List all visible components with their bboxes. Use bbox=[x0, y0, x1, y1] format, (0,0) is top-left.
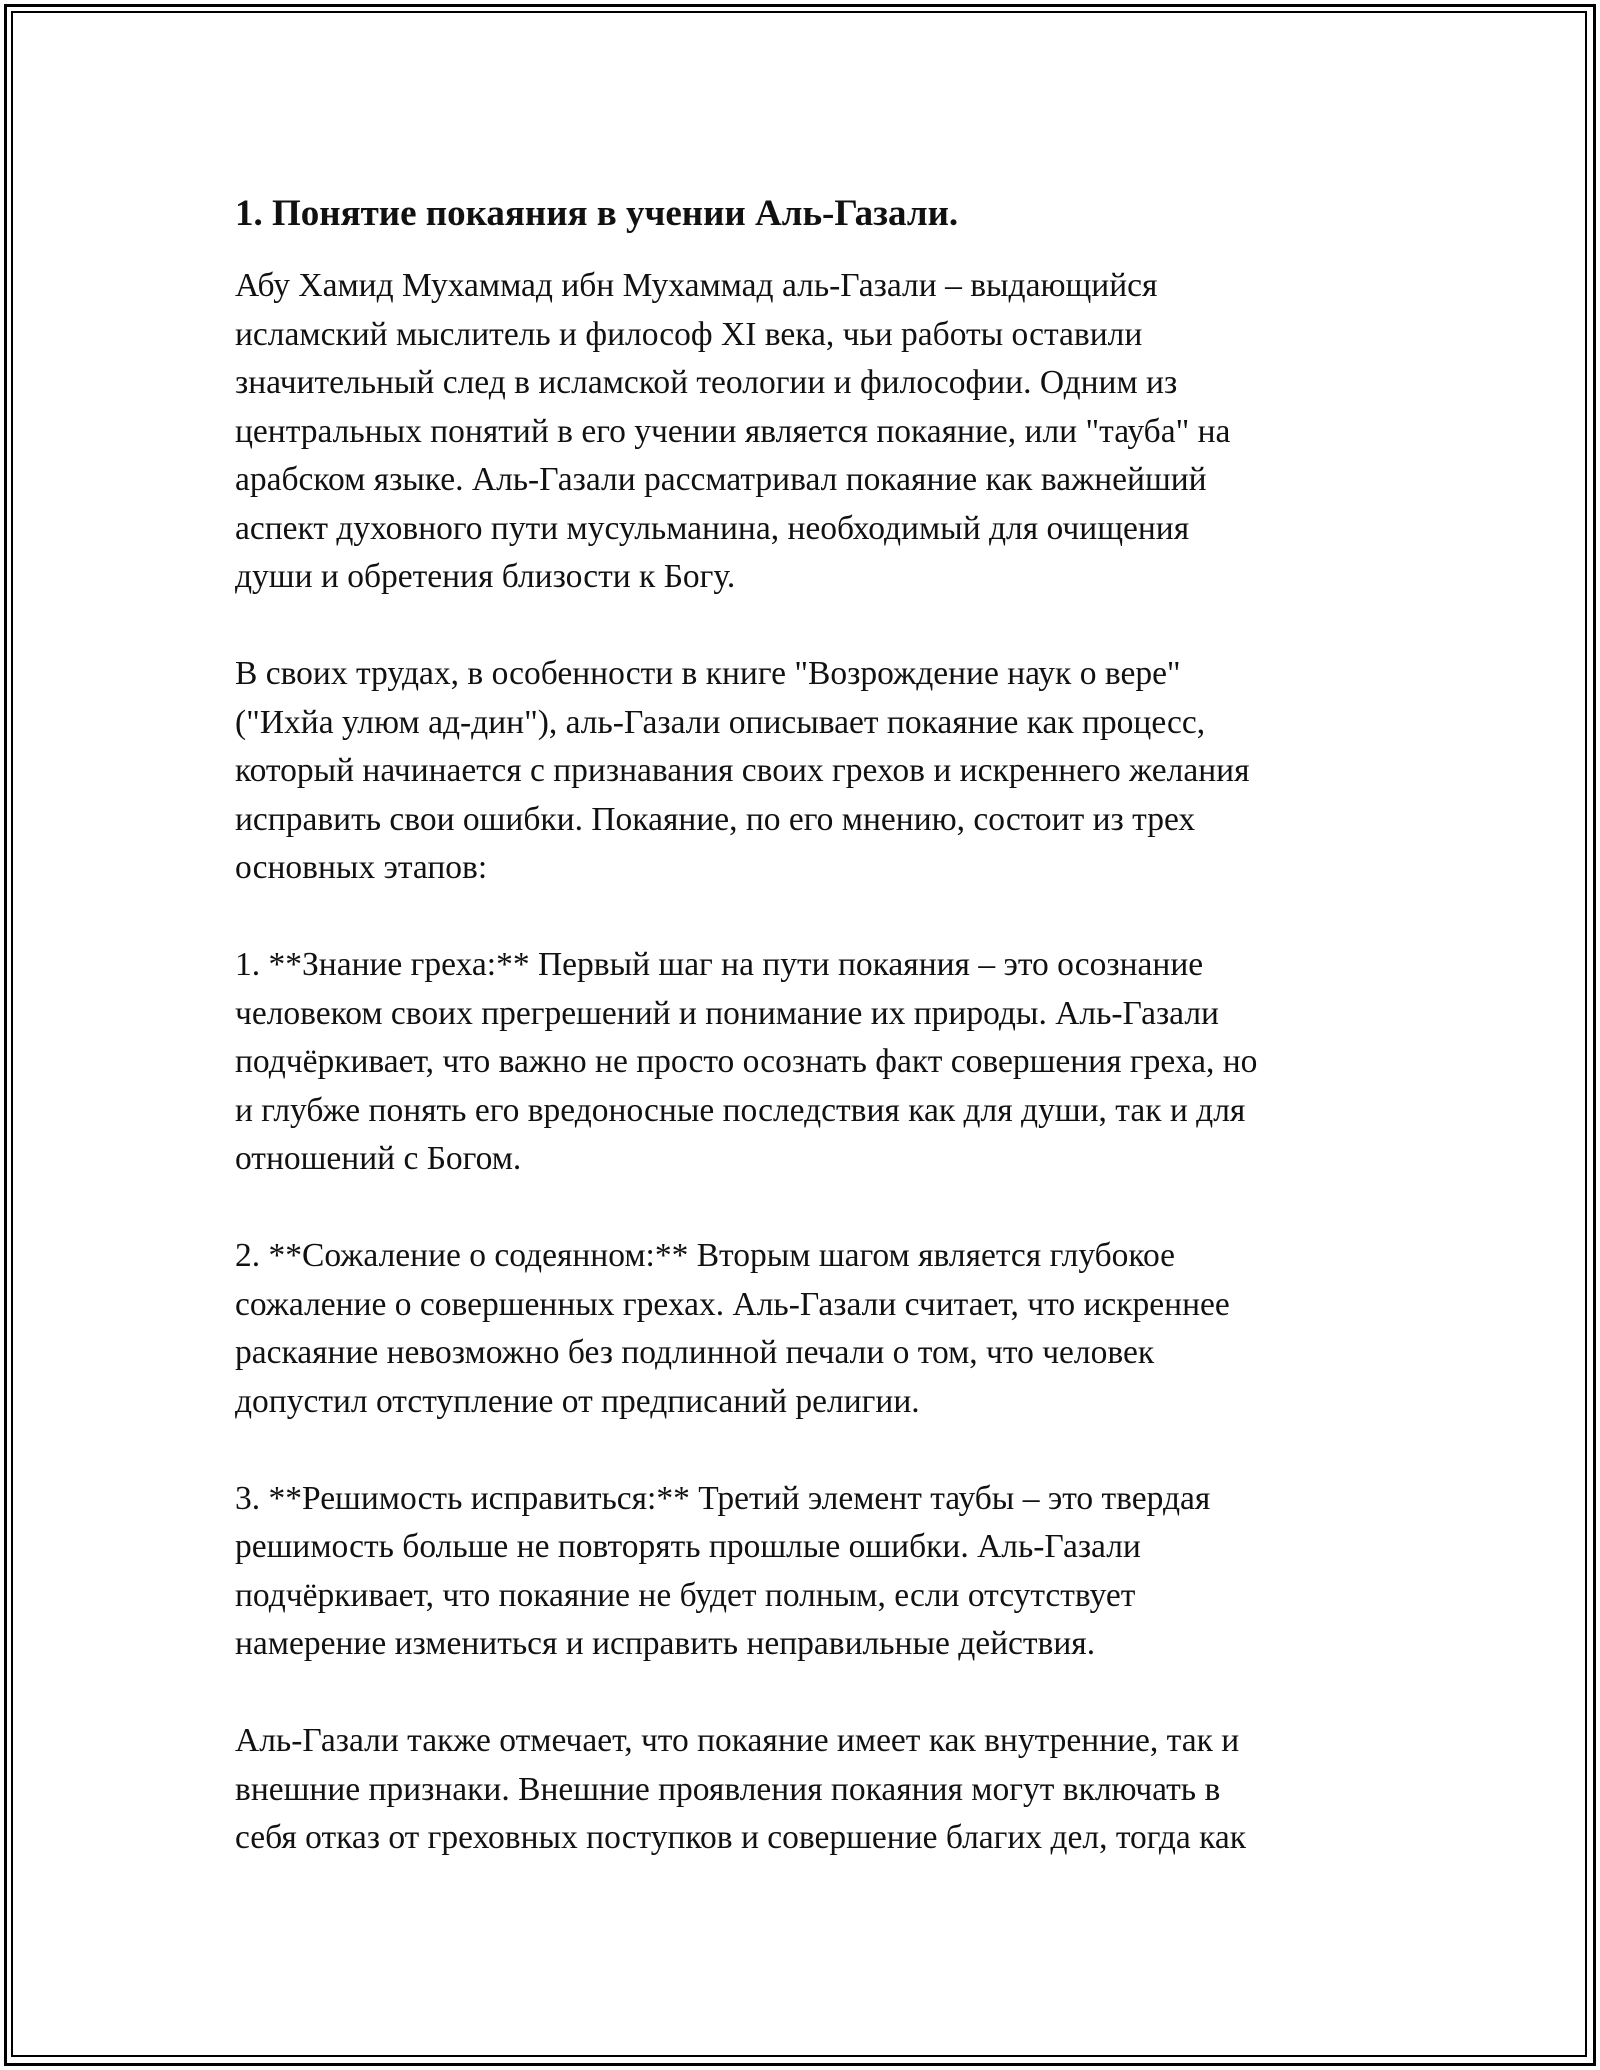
paragraph-signs bbox=[235, 1717, 1370, 1863]
text-line: В своих трудах, в особенности в книге "Возрождение наук о вере" bbox=[235, 655, 1181, 692]
text-line: Абу Хамид Мухаммад ибн Мухаммад аль-Газали – выдающийся bbox=[235, 267, 1158, 304]
text-line: человеком своих прегрешений и понимание их природы. Аль-Газали bbox=[235, 994, 1219, 1032]
text-line: который начинается с признавания своих грехов и искреннего желания bbox=[235, 752, 1250, 789]
text-line: значительный след в исламской теологии и философии. Одним из bbox=[235, 364, 1178, 401]
text-line: подчёркивает, что важно не просто осознать факт совершения греха, но bbox=[235, 1043, 1258, 1080]
text-line: центральных понятий в его учении является покаяние, или "тауба" на bbox=[235, 412, 1231, 450]
paragraph-works bbox=[235, 650, 1370, 893]
text-line: ("Ихйа улюм ад-дин"), аль-Газали описывает покаяние как процесс, bbox=[235, 703, 1206, 741]
document-body bbox=[235, 190, 1370, 1911]
text-line: внешние признаки. Внешние проявления покаяния могут включать в bbox=[235, 1770, 1221, 1808]
text-line: арабском языке. Аль-Газали рассматривал покаяние как важнейший bbox=[235, 461, 1207, 498]
paragraph-intro bbox=[235, 262, 1370, 602]
section-heading: 1. Понятие покаяния в учении Аль-Газали. bbox=[235, 193, 959, 234]
text-line: 2. **Сожаление о содеянном:** Вторым шагом является глубокое bbox=[235, 1237, 1176, 1274]
paragraph-step-1 bbox=[235, 941, 1370, 1184]
text-line: 1. **Знание греха:** Первый шаг на пути покаяния – это осознание bbox=[235, 946, 1204, 983]
paragraph-step-3 bbox=[235, 1475, 1370, 1669]
text-line: души и обретения близости к Богу. bbox=[235, 558, 736, 595]
text-line: себя отказ от греховных поступков и совершение благих дел, тогда как bbox=[235, 1819, 1247, 1856]
text-line: основных этапов: bbox=[235, 849, 488, 886]
text-line: подчёркивает, что покаяние не будет полным, если отсутствует bbox=[235, 1576, 1136, 1614]
text-line: намерение измениться и исправить неправильные действия. bbox=[235, 1625, 1096, 1662]
text-line: допустил отступление от предписаний религии. bbox=[235, 1382, 920, 1420]
text-line: сожаление о совершенных грехах. Аль-Газали считает, что искреннее bbox=[235, 1285, 1230, 1323]
text-line: аспект духовного пути мусульманина, необходимый для очищения bbox=[235, 509, 1190, 547]
text-line: исламский мыслитель и философ XI века, чьи работы оставили bbox=[235, 315, 1143, 353]
paragraph-step-2 bbox=[235, 1232, 1370, 1426]
text-line: раскаяние невозможно без подлинной печали о том, что человек bbox=[235, 1334, 1155, 1371]
text-line: решимость больше не повторять прошлые ошибки. Аль-Газали bbox=[235, 1528, 1141, 1565]
text-line: Аль-Газали также отмечает, что покаяние имеет как внутренние, так и bbox=[235, 1722, 1240, 1759]
text-line: отношений с Богом. bbox=[235, 1140, 522, 1177]
text-line: 3. **Решимость исправиться:** Третий элемент таубы – это твердая bbox=[235, 1479, 1211, 1517]
text-line: исправить свои ошибки. Покаяние, по его мнению, состоит из трех bbox=[235, 800, 1196, 838]
text-line: и глубже понять его вредоносные последствия как для души, так и для bbox=[235, 1091, 1246, 1129]
